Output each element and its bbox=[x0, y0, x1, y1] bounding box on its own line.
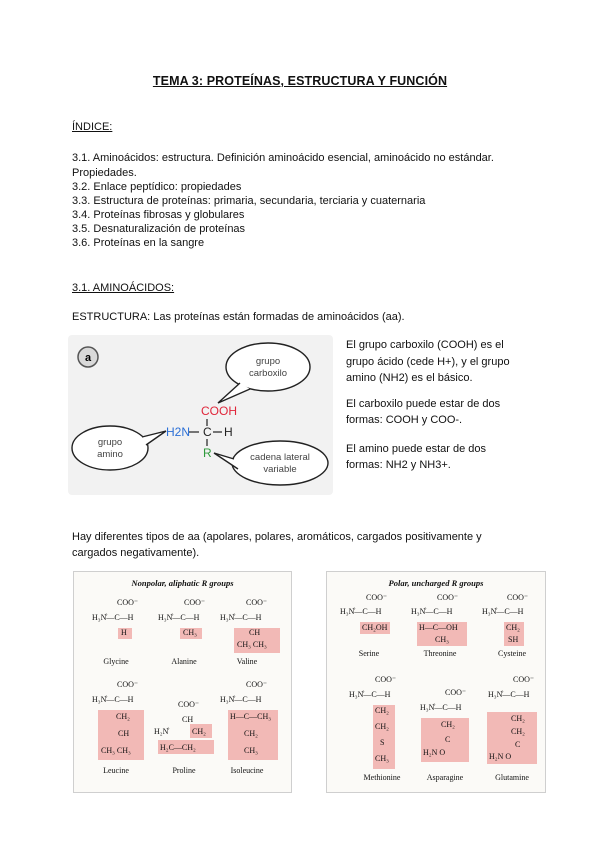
page-title: TEMA 3: PROTEÍNAS, ESTRUCTURA Y FUNCIÓN bbox=[152, 74, 448, 88]
serine-coo: COO⁻ bbox=[366, 593, 388, 602]
threonine-r-branch: H—C—OH bbox=[419, 623, 458, 632]
index-item: 3.1. Aminoácidos: estructura. Definición aminoácido esencial, aminoácido no estándar. bbox=[72, 152, 494, 164]
amino-bubble bbox=[72, 426, 148, 470]
amino-acid-figure bbox=[68, 335, 333, 495]
valine-coo: COO⁻ bbox=[246, 598, 268, 607]
cysteine-r-ch2: CH₂ bbox=[506, 623, 520, 632]
glycine-label: Glycine bbox=[103, 657, 129, 666]
carboxyl-bubble-line1: grupo bbox=[255, 356, 281, 367]
section-heading: 3.1. AMINOÁCIDOS: bbox=[72, 282, 175, 294]
asparagine-coo: COO⁻ bbox=[445, 688, 467, 697]
side-text-line: El carboxilo puede estar de dos bbox=[346, 398, 501, 410]
glutamine-r-ch2-2: CH₂ bbox=[511, 727, 525, 736]
glutamine-r-ch2-1: CH₂ bbox=[511, 714, 525, 723]
side-text-line: formas: NH2 y NH3+. bbox=[346, 459, 451, 471]
amino-bubble-line1: grupo bbox=[97, 437, 123, 448]
asparagine-r-ch2: CH₂ bbox=[441, 720, 455, 729]
glutamine-backbone: H₃N̊—C—H bbox=[488, 690, 530, 699]
nonpolar-panel bbox=[73, 571, 292, 793]
side-text-line: El grupo carboxilo (COOH) es el bbox=[346, 339, 504, 351]
isoleucine-coo: COO⁻ bbox=[246, 680, 268, 689]
threonine-r-ch3: CH₃ bbox=[435, 635, 449, 644]
proline-label: Proline bbox=[172, 766, 196, 775]
types-text-line: cargados negativamente). bbox=[72, 547, 200, 559]
isoleucine-label: Isoleucine bbox=[230, 766, 264, 775]
valine-r-methyls: CH₃ CH₃ bbox=[237, 640, 267, 649]
methionine-r-s: S bbox=[380, 738, 385, 747]
r-group: R bbox=[203, 446, 212, 460]
proline-n: H₂N̊ bbox=[154, 727, 169, 736]
leucine-r-methyls: CH₃ CH₃ bbox=[101, 746, 131, 755]
proline-ring: H₂C—CH₂ bbox=[160, 743, 196, 752]
glutamine-r-c: C bbox=[515, 740, 521, 749]
isoleucine-r-ch2: CH₂ bbox=[244, 729, 258, 738]
methionine-r-ch2-1: CH₂ bbox=[375, 706, 389, 715]
leucine-label: Leucine bbox=[103, 766, 129, 775]
side-text-line: El amino puede estar de dos bbox=[346, 443, 487, 455]
index-item: 3.2. Enlace peptídico: propiedades bbox=[72, 181, 242, 193]
threonine-backbone: H₃N̊—C—H bbox=[411, 607, 453, 616]
leucine-coo: COO⁻ bbox=[117, 680, 139, 689]
leucine-r-ch: CH bbox=[118, 729, 130, 738]
cooh-group: COOH bbox=[201, 404, 237, 418]
proline-coo: COO⁻ bbox=[178, 700, 200, 709]
side-text-line: formas: COOH y COO-. bbox=[346, 414, 463, 426]
amine-group: H2N bbox=[166, 425, 191, 439]
side-bubble-line2: variable bbox=[263, 464, 297, 475]
asparagine-r-c: C bbox=[445, 735, 451, 744]
leucine-backbone: H₃N̊—C—H bbox=[92, 695, 134, 704]
side-bubble-line1: cadena lateral bbox=[250, 452, 310, 463]
types-text-line: Hay diferentes tipos de aa (apolares, polares, aromáticos, cargados positivamente y bbox=[72, 531, 482, 543]
alanine-label: Alanine bbox=[171, 657, 197, 666]
proline-ch: CH bbox=[182, 715, 194, 724]
valine-backbone: H₃N̊—C—H bbox=[220, 613, 262, 622]
serine-backbone: H₃N̊—C—H bbox=[340, 607, 382, 616]
glutamine-r-amide: H₂N O bbox=[489, 752, 512, 761]
hydrogen: H bbox=[224, 425, 233, 439]
proline-ch2: CH₂ bbox=[192, 727, 206, 736]
threonine-label: Threonine bbox=[423, 649, 457, 658]
index-item: 3.5. Desnaturalización de proteínas bbox=[72, 223, 246, 235]
glycine-r: H bbox=[121, 628, 127, 637]
structure-text: ESTRUCTURA: Las proteínas están formadas de aminoácidos (aa). bbox=[72, 311, 405, 323]
cysteine-coo: COO⁻ bbox=[507, 593, 529, 602]
methionine-r-ch2-2: CH₂ bbox=[375, 722, 389, 731]
side-text-line: grupo ácido (cede H+), y el grupo bbox=[346, 356, 510, 368]
leucine-r-ch2: CH₂ bbox=[116, 712, 130, 721]
index-item: 3.6. Proteínas en la sangre bbox=[72, 237, 205, 249]
side-chain-bubble bbox=[232, 441, 328, 485]
glycine-backbone: H₃N̊—C—H bbox=[92, 613, 134, 622]
glycine-coo: COO⁻ bbox=[117, 598, 139, 607]
isoleucine-r-branch: H—C—CH₃ bbox=[230, 712, 272, 721]
alpha-carbon: C bbox=[203, 425, 212, 439]
polar-title: Polar, uncharged R groups bbox=[388, 578, 484, 588]
index-heading: ÍNDICE: bbox=[72, 121, 113, 133]
index-item: 3.3. Estructura de proteínas: primaria, secundaria, terciaria y cuaternaria bbox=[72, 195, 426, 207]
alanine-backbone: H₃N̊—C—H bbox=[158, 613, 200, 622]
alanine-coo: COO⁻ bbox=[184, 598, 206, 607]
asparagine-r-amide: H₂N O bbox=[423, 748, 446, 757]
threonine-coo: COO⁻ bbox=[437, 593, 459, 602]
cysteine-r-sh: SH bbox=[508, 635, 519, 644]
asparagine-backbone: H₃N̊—C—H bbox=[420, 703, 462, 712]
asparagine-label: Asparagine bbox=[426, 773, 464, 782]
index-item: Propiedades. bbox=[72, 167, 137, 179]
index-item: 3.4. Proteínas fibrosas y globulares bbox=[72, 209, 245, 221]
carboxyl-bubble-line2: carboxilo bbox=[248, 368, 288, 379]
serine-label: Serine bbox=[358, 649, 380, 658]
isoleucine-r-ch3: CH₃ bbox=[244, 746, 258, 755]
isoleucine-backbone: H₃N̊—C—H bbox=[220, 695, 262, 704]
cysteine-backbone: H₃N̊—C—H bbox=[482, 607, 524, 616]
methionine-backbone: H₃N̊—C—H bbox=[349, 690, 391, 699]
methionine-label: Methionine bbox=[363, 773, 401, 782]
glutamine-coo: COO⁻ bbox=[513, 675, 535, 684]
methionine-r-ch3: CH₃ bbox=[375, 754, 389, 763]
valine-r-ch: CH bbox=[249, 628, 261, 637]
methionine-coo: COO⁻ bbox=[375, 675, 397, 684]
glutamine-label: Glutamine bbox=[495, 773, 529, 782]
nonpolar-title: Nonpolar, aliphatic R groups bbox=[131, 578, 234, 588]
side-text-line: amino (NH2) es el básico. bbox=[346, 372, 473, 384]
amino-bubble-line2: amino bbox=[97, 449, 123, 460]
valine-label: Valine bbox=[236, 657, 258, 666]
polar-panel bbox=[326, 571, 546, 793]
figure-label: a bbox=[84, 352, 92, 364]
alanine-r: CH₃ bbox=[183, 628, 197, 637]
cysteine-label: Cysteine bbox=[498, 649, 526, 658]
serine-r: CH₂OH bbox=[362, 623, 388, 632]
